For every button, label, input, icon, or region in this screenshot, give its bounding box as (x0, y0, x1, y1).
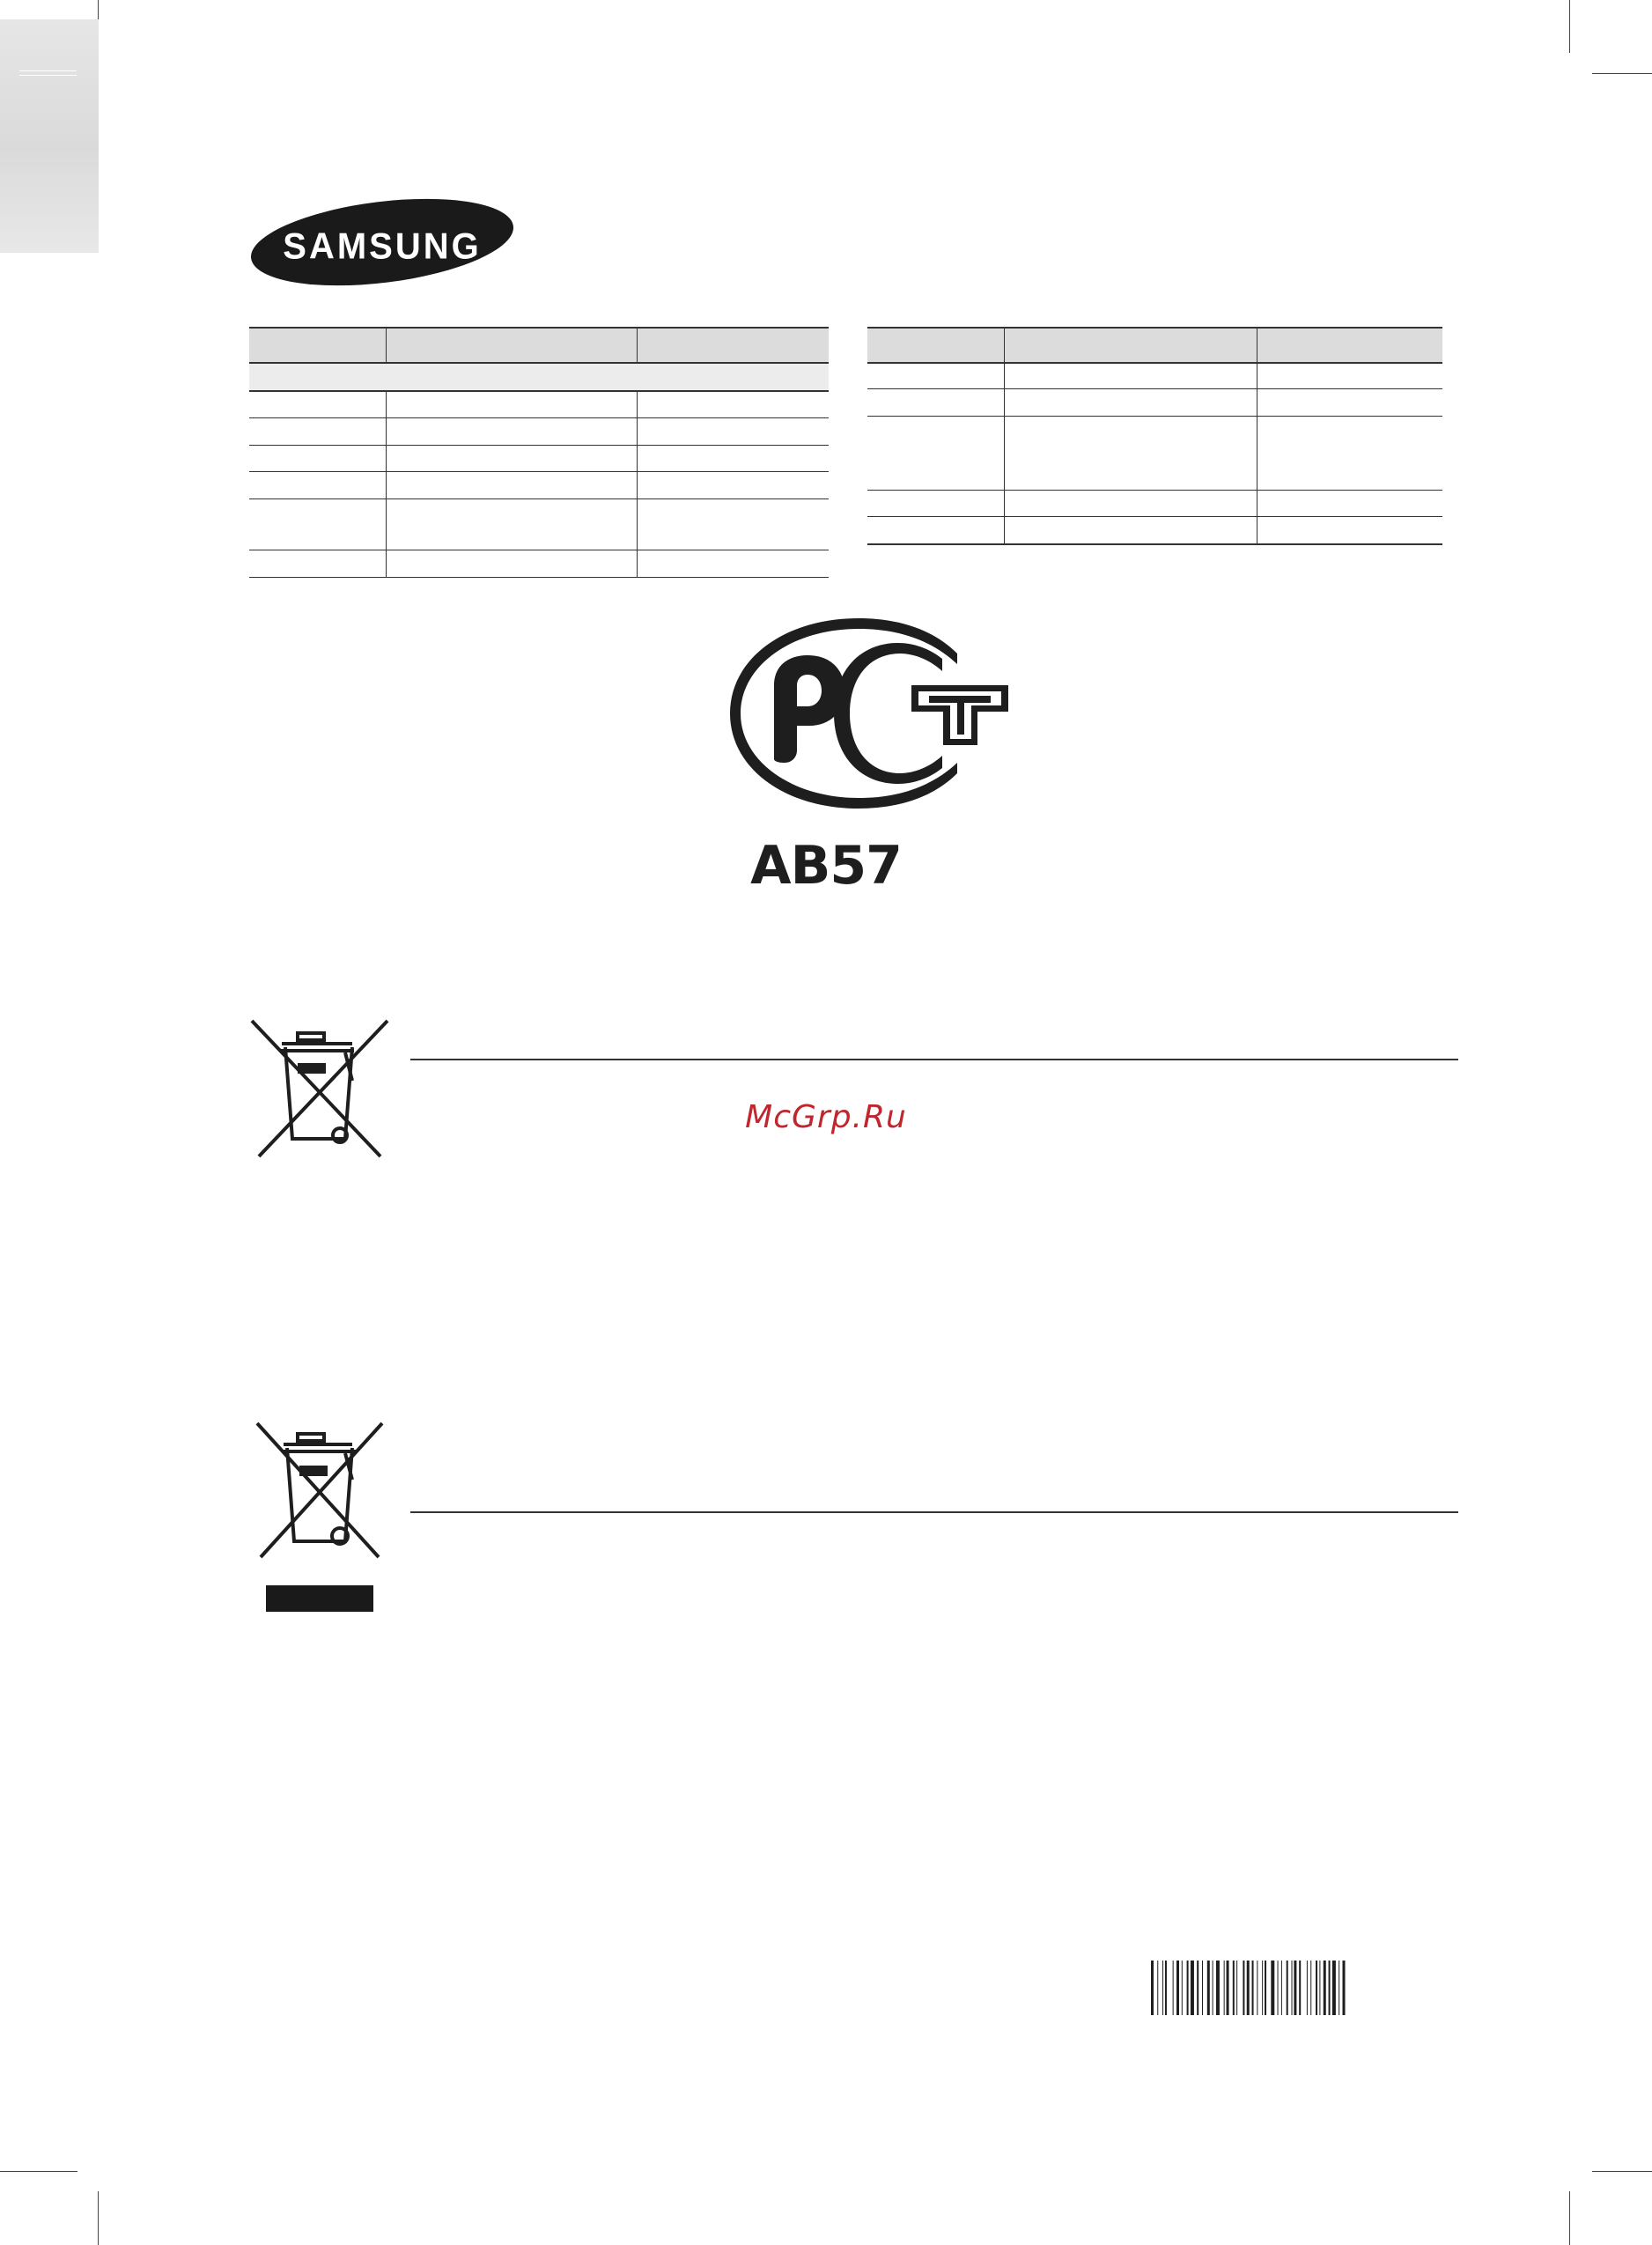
tab-divider (19, 70, 77, 71)
barcode-bar (1216, 1961, 1220, 2015)
pct-certification-mark (726, 615, 1013, 813)
barcode-bar (1151, 1961, 1154, 2015)
barcode-bar (1191, 1961, 1194, 2015)
certification-code: AB57 (750, 835, 902, 897)
barcode-bar (1278, 1961, 1279, 2015)
barcode-bar (1329, 1961, 1331, 2015)
crop-mark (1569, 0, 1570, 53)
barcode-bar (1310, 1961, 1311, 2015)
barcode-bar (1162, 1961, 1163, 2015)
barcode-bar (1316, 1961, 1317, 2015)
table-header (249, 327, 829, 364)
barcode-bar (1265, 1961, 1266, 2015)
samsung-logo (249, 197, 516, 287)
barcode-bar (1299, 1961, 1301, 2015)
crossed-out-wheelie-bin-icon (248, 1017, 391, 1160)
barcode-bar (1287, 1961, 1288, 2015)
barcode-bar (1197, 1961, 1198, 2015)
left-table (249, 327, 829, 579)
tab-divider (19, 75, 77, 76)
crop-mark (1569, 2191, 1570, 2245)
barcode-bar (1233, 1961, 1235, 2015)
crop-mark (98, 2191, 99, 2245)
table-subheader (249, 364, 829, 390)
right-table (867, 327, 1442, 545)
barcode-bar (1187, 1961, 1189, 2015)
barcode-bar (1227, 1961, 1229, 2015)
barcode-bar (1207, 1961, 1210, 2015)
barcode-bar (1176, 1961, 1179, 2015)
barcode-bar (1307, 1961, 1308, 2015)
section-divider (410, 1511, 1458, 1513)
crop-mark (0, 2171, 77, 2172)
barcode-bar (1224, 1961, 1225, 2015)
barcode-bar (1236, 1961, 1237, 2015)
barcode-bar (1247, 1961, 1250, 2015)
barcode-bar (1262, 1961, 1263, 2015)
barcode-bar (1319, 1961, 1320, 2015)
crop-mark (1592, 2171, 1652, 2172)
barcode-bar (1182, 1961, 1183, 2015)
barcode-bar (1343, 1961, 1346, 2015)
barcode-bar (1165, 1961, 1167, 2015)
battery-chemical-label-bar (266, 1585, 373, 1612)
barcode-bar (1252, 1961, 1254, 2015)
barcode-bar (1173, 1961, 1174, 2015)
language-tab (0, 19, 99, 253)
barcode-bar (1324, 1961, 1326, 2015)
logo-text: SAMSUNG (283, 225, 482, 267)
barcode-bar (1332, 1961, 1336, 2015)
barcode-bar (1294, 1961, 1296, 2015)
barcode-bar (1292, 1961, 1293, 2015)
watermark-text: McGrp.Ru (745, 1099, 907, 1135)
barcode-icon (1151, 1961, 1459, 2015)
table-header (867, 327, 1442, 364)
section-divider (410, 1059, 1458, 1060)
barcode-bar (1202, 1961, 1203, 2015)
barcode-bar (1271, 1961, 1274, 2015)
barcode-bar (1157, 1961, 1158, 2015)
crossed-out-wheelie-bin-battery-icon (254, 1420, 386, 1561)
barcode-bar (1243, 1961, 1244, 2015)
barcode-bar (1281, 1961, 1282, 2015)
crop-mark (1592, 73, 1652, 74)
